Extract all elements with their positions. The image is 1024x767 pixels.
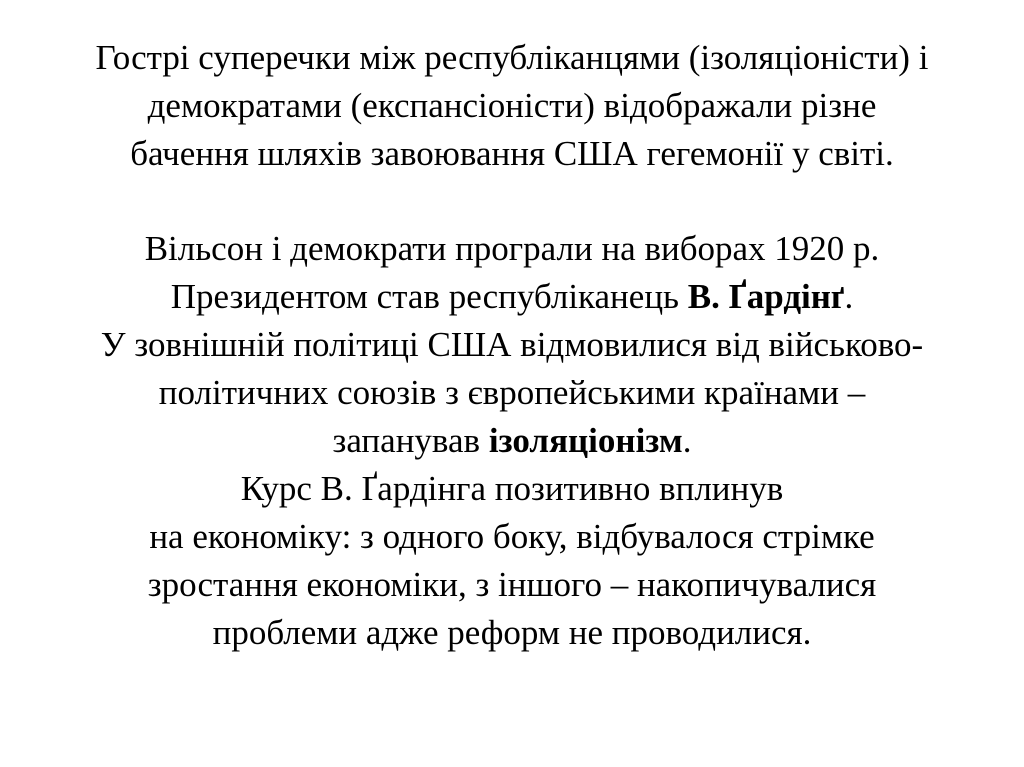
text-line: зростання економіки, з іншого – накопичувалися — [147, 565, 877, 604]
text-line: Вільсон і демократи програли на виборах 1920 р. — [144, 229, 880, 268]
text-segment: . — [844, 277, 854, 316]
president-name-bold: В. Ґардінґ — [687, 277, 845, 316]
text-segment: . — [682, 421, 692, 460]
text-segment: Президентом став республіканець — [170, 277, 688, 316]
text-line: проблеми адже реформ не проводилися. — [212, 613, 812, 652]
text-line — [0, 417, 1024, 465]
text-line: на економіку: з одного боку, відбувалося стрімке — [149, 517, 875, 556]
isolationism-term-bold: ізоляціонізм — [488, 421, 683, 460]
text-line — [0, 273, 1024, 321]
text-line: політичних союзів з європейськими країнами – — [158, 373, 866, 412]
text-line: Курс В. Ґардінга позитивно вплинув — [240, 469, 784, 508]
text-line: бачення шляхів завоювання США гегемонії у світі. — [130, 134, 894, 173]
text-line: Гострі суперечки між республіканцями (ізоляціоністи) і — [95, 38, 929, 77]
text-segment: запанував — [332, 421, 489, 460]
text-line: У зовнішній політиці США відмовилися від військово- — [100, 325, 924, 364]
text-line: демократами (експансіоністи) відображали різне — [147, 86, 877, 125]
